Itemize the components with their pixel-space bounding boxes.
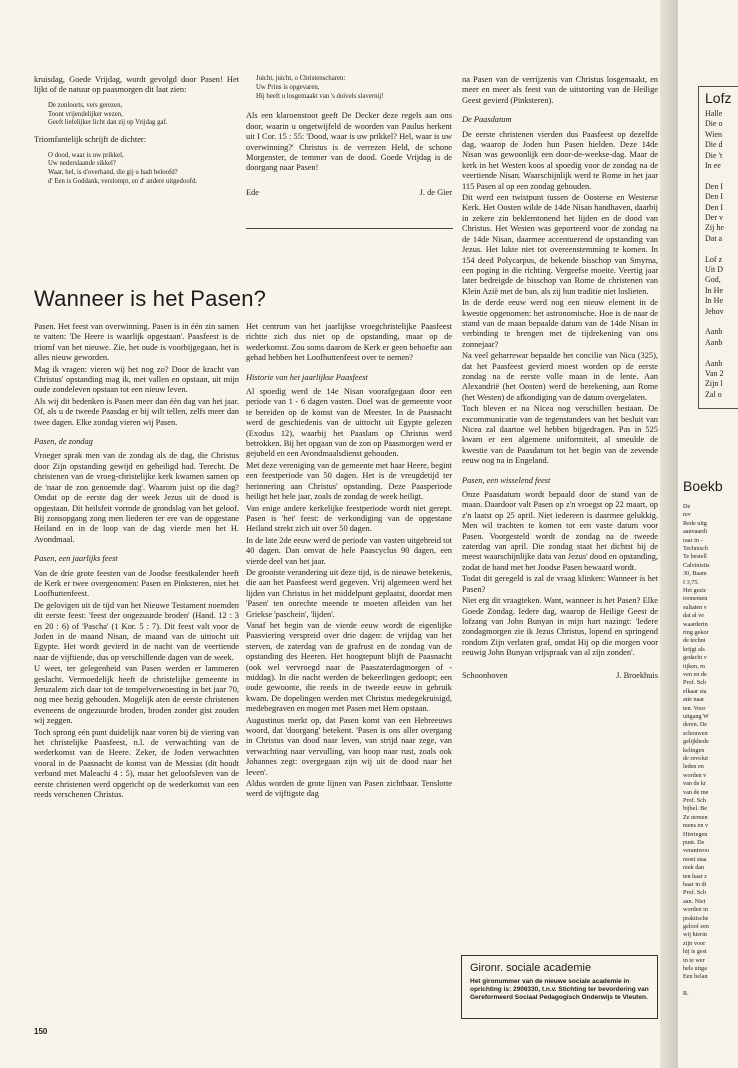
article-paragraph: Aldus worden de grote lijnen van Pasen zichtbaar. Tenslotte werd de vijftigste dag	[246, 779, 452, 799]
right-page-line: hij is gest	[683, 948, 707, 956]
right-page-review-heading: Boekb	[683, 478, 723, 494]
right-page-line: moet staa	[683, 855, 707, 863]
notice-box-title: Gironr. sociale academie	[470, 962, 592, 974]
right-page-line: van de me	[683, 788, 709, 796]
right-page-line: Der v	[705, 213, 723, 222]
article-paragraph: Mag ik vragen: vieren wij het nog zo? Door de kracht van Christus' opstanding mag ik, met vallen en opstaan, uit mijn oude zondeleven opstaan tot een nieuw leven.	[34, 364, 239, 395]
signature-top-col2	[246, 188, 452, 198]
right-page-line: mens en v	[683, 822, 709, 830]
right-page-line: Uit D	[705, 265, 723, 274]
right-page-line: krijgt als	[683, 645, 705, 653]
right-page-line: atie naar	[683, 696, 705, 704]
article-paragraph: Pasen. Het feest van overwinning. Pasen is in één zin samen te vatten: 'De Heere is waarlijk opgestaan'. Paasfeest is de triomf van het nieuwe. Zie, het oude is voorbijgegaan, het is alles nieuw geworden.	[34, 322, 239, 363]
article-paragraph: Het centrum van het jaarlijkse vroegchristelijke Paasfeest richtte zich dus niet op de opstanding, maar op de wederkomst. Zou soms daarom de Kerk er geen behoefte aan gehad hebben het Loofhuttenfeest over te nemen?	[246, 322, 452, 363]
article-paragraph: Vroeger sprak men van de zondag als de dag, die Christus door Zijn opstanding gewijd en geheiligd had. Terecht. De christenen van de vroeg-christelijke kerk kwamen samen op de 'naar de zon genoemde dag'. Waarom juist op die dag? Omdat op de eerste dag der week Jezus uit de dood is opgestaan. Dit heilsfeit vormde de grondslag van het geloof. Bij zonsopgang zong men liederen ter ere van de opgestane Heiland en in de loop van de dag vierde men het H. Avondmaal.	[34, 451, 239, 544]
col3-paragraph: Onze Paasdatum wordt bepaald door de stand van de maan. Daardoor valt Pasen op z'n vroegst op 22 maart, op z'n laatst op 25 april. Niet iedereen is daarmee gelukkig. Men wil trachten te komen tot een vaste datum voor Pasen. Voorgesteld wordt de zondag na de tweede zaterdag van april. Die zondag staat het dichtst bij de meest waarschijnlijke data van Jezus' dood en opstanding, zodat de band met het Joodse Pasen bewaard wordt.	[462, 490, 658, 572]
right-page-line: Wien	[705, 129, 723, 139]
col3-paragraph: Na veel geharrewar bepaalde het concilie van Nica (325), dat het Paasfeest gevierd moest worden op de eerste zondag na de eerste volle maan in de lente. Aan Alexandrië (het Oosten) werd de berekening, aan Rome (het Westen) de afkondiging van de datum overgelaten.	[462, 351, 658, 402]
right-page-line: deren. De	[683, 721, 708, 729]
right-page-line: In He	[705, 285, 723, 295]
right-page-line: de techni	[683, 637, 706, 645]
right-page-line: Lof z	[705, 254, 723, 264]
right-page-line: Dat a	[705, 233, 723, 243]
top-col1-text: Triomfantelijk schrijft de dichter:	[34, 135, 147, 145]
right-page-line: tijken, m	[683, 662, 705, 670]
page-gutter	[660, 0, 678, 1068]
right-page-line: Het gezic	[683, 587, 707, 594]
poem-2-line: Waar, hel, is d'overhand, die gij u hadt beloofd?	[48, 169, 178, 177]
article-paragraph: Van de drie grote feesten van de Joodse feestkalender heeft de Kerk er twee overgenomen: Pasen en Pinksteren, niet het Loofhuttenfeest.	[34, 568, 239, 599]
col3-paragraph: na Pasen van de verrijzenis van Christus losgemaakt, en meer en meer als feest van de uitstorting van de Heilige Geest gevierd (Pinksteren).	[462, 75, 658, 105]
poem-2-line: Uw nederslaande sikkel?	[48, 160, 116, 168]
right-page-line: Den I	[705, 192, 723, 202]
right-page-line: verantwoo	[683, 847, 710, 855]
col3-paragraph: In de derde eeuw werd nog een nieuw element in de kwestie opgenomen: het astronomische. Hoe is de naar de stand van de maan bepaalde datum van de 14de Nisan in verbinding te brengen met de tijdrekening van ons zonnejaar?	[462, 298, 658, 349]
poem-1-line: Geeft liefelijker licht dan zij op Vrijdag gaf.	[48, 119, 168, 127]
right-page-line: Ze nemen	[683, 813, 708, 821]
right-page-line: de revolut	[683, 755, 708, 762]
right-page-line: punt. De	[683, 839, 705, 846]
right-page-line: Den I	[705, 181, 723, 191]
right-page-line: wij hierin	[683, 931, 707, 939]
article-paragraph: De gelovigen uit de tijd van het Nieuwe Testament noemden dit eerste feest: 'feest der ongezuurde broden' (Hand. 12 : 3 en 20 : 6) of 'Pascha' (1 Kor. 5 : 7). Dit feest valt voor de Joden in de maand Nisan, de maand van de uittocht uit Egypte. Het wordt gevierd in de nacht van de veertiende naar de vijftiende, dus op verschillende dagen van de week.	[34, 600, 239, 662]
poem-3	[256, 75, 452, 101]
right-page-line: praktische	[683, 914, 709, 922]
right-page-line: ten haar z	[683, 872, 708, 880]
poem-3-line: Uw Prins is opgevaren,	[256, 83, 320, 91]
right-page-line: Halle	[705, 109, 723, 118]
right-page-line: Aanb	[705, 358, 723, 368]
right-page-line: raar in -	[683, 536, 703, 544]
right-page-line: elkaar sta	[683, 687, 707, 695]
article-paragraph: Als wij dit bedenken is Pasen meer dan één dag van het jaar. Of, als u de tweede Paasdag er bij wilt tellen, zelfs meer dan twee dagen. Elke zondag vieren wij Pasen.	[34, 396, 239, 427]
top-column-1	[34, 75, 239, 194]
right-page-line: leden en	[683, 763, 704, 771]
poem-2-line: O dood, waar is uw prikkel,	[48, 151, 124, 159]
right-page-line: gelijkhede	[683, 738, 709, 746]
right-page-line: De	[683, 503, 691, 510]
signature-author: J. de Gier	[419, 187, 452, 197]
col3-paragraph: Dit werd een twistpunt tussen de Oosterse en Westerse Kerk. Het Oosten wilde de 14de Nisan handhaven, daarbij in zekere zin beklemtonend het lijden en de dood van Christus. Het Westen was geporteerd voor de zondag na de 14de Nisan, daarmee accentuerend de opstanding van Jezus. Het lukte niet tot overeenstemming te komen. In 154 deed Polycarpus, de bekende bisschop van Smyrna, een poging in die richting. Vergeefse moeite. Veertig jaar later bedreigde de bisschop van Rome de christenen van Klein Azië met de ban, als zij hun traditie niet loslieten.	[462, 193, 658, 296]
article-paragraph: Augustinus merkt op, dat Pasen komt van een Hebreeuws woord, dat 'doorgang' betekent. 'Pasen is ons aller overgang in Christus van dood naar leven, van strijd naar zege, van verwachting naar vervulling, van hoop naar rust, zoals ook Johannes zegt: overgegaan zijn wij uit de dood naar het leven'.	[246, 715, 452, 777]
right-page-line: Aanb	[705, 327, 723, 337]
right-page-line: rev	[683, 511, 691, 519]
article-column-1	[34, 322, 239, 801]
right-page-line: van de kr	[683, 780, 707, 788]
col3-paragraph: Toch bleven er na Nicea nog verschillen bestaan. De excommunicatie van de tegenstanders van het besluit van Nicea zal daartoe wel hebben bijgedragen. Pas in 525 kwam er een algemene uniformiteit, al smeulde de kwestie van de Paasdatum tot het begin van de zevende eeuw nog na in Engeland.	[462, 404, 658, 466]
right-page-line: in te wer	[683, 956, 705, 964]
right-page-line: Zal o	[705, 389, 722, 399]
article-column-2	[246, 322, 452, 801]
col3-paragraph: Niet erg dit vraagteken. Want, wanneer is het Pasen? Elke Goede Zondag. Iedere dag, waarop de Heilige Geest de lofzang van John Bunyan in mijn hart nazingt: 'Iedere zondagmorgen zie ik Jezus Christus, lopend en springend rondom Zijn verlaten graf, omdat Hij op die morgen voor eeuwig John Bunyan vrijspraak van al zijn zonden'.	[462, 596, 658, 658]
article-paragraph: Van enige andere kerkelijke feestperiode wordt niet gerept. Pasen is 'het' feest: de verkondiging van de opgestane Heiland strekt zich uit over 50 dagen.	[246, 503, 452, 534]
right-page-line: ring gekor	[683, 629, 709, 636]
right-page-line: Die o	[705, 119, 723, 129]
right-page-line: Te bestell	[683, 553, 707, 561]
signature-author: J. Broekhuis	[616, 670, 658, 680]
right-page-line: God,	[705, 275, 721, 285]
notice-box	[461, 955, 658, 1019]
article-paragraph: U weet, ter gelegenheid van Pasen werden er lammeren geslacht. Vermoedelijk heeft de christelijke gemeente in Jeruzalem zich daar tot de tempelverwoesting in het jaar 70, nog mee bezig gehouden. Mogelijk aten de eerste christenen eveneens de ongezuurde broden, broden zonder gist zouden wij zeggen.	[34, 664, 239, 726]
right-page-line: Jehov	[705, 306, 724, 316]
right-page-line: toonemen	[683, 595, 708, 603]
signature-place: Schoonhoven	[462, 670, 508, 680]
poem-1	[48, 102, 239, 128]
right-page-line: Hiertegen	[683, 830, 708, 838]
article-paragraph: Toch sprong eén punt duidelijk naar voren bij de viering van het christelijke Paasfeest, n.l. de verwachting van de wederkomst van de Heere. Zeker, de Joden verwachtten vooral in de Paasnacht de komst van de Messias (dit houdt verband met Maleachi 4 : 5), maar het geloofsleven van de eerste christenen werd opgericht op de wederkomst van een reeds verschenen Christus.	[34, 727, 239, 800]
right-page-line: aanvaardi	[683, 528, 708, 536]
separator-rule	[246, 228, 453, 229]
poem-2	[48, 152, 239, 187]
right-page-line: Die 't	[705, 150, 723, 160]
right-page-line: hels uitga	[683, 965, 707, 972]
article-paragraph: In de late 2de eeuw werd de periode van vasten uitgebreid tot 40 dagen. Dan omvat de hele Paascyclus 90 dagen, een vierde deel van het jaar.	[246, 535, 452, 566]
section-heading: De Paasdatum	[462, 115, 512, 125]
poem-1-line: Toont vrijendelijker wezen,	[48, 110, 123, 118]
right-page-line: haar in di	[683, 881, 707, 888]
right-page-line: dat al ve	[683, 612, 704, 620]
right-page-line: Aanb	[705, 337, 723, 347]
right-page-line: Prof. Sch	[683, 797, 707, 804]
right-page-line: ven en de	[683, 671, 707, 678]
section-heading: Pasen, een jaarlijks feest	[34, 554, 118, 564]
section-heading: Pasen, een wisselend feest	[462, 475, 551, 485]
article-title: Wanneer is het Pasen?	[34, 286, 267, 311]
right-page-line: uitgang W	[683, 713, 709, 720]
right-page-line: In ee	[705, 161, 721, 170]
section-heading: Pasen, de zondag	[34, 437, 93, 447]
poem-2-line: d' Een is Goddank, verslompt, en d' andere uitgedoofd.	[48, 178, 198, 185]
right-page-line: Technisch	[683, 545, 708, 552]
right-page-line: gedacht v	[683, 654, 707, 662]
right-page-line: sultaten v	[683, 603, 707, 611]
right-page-line: Rede uitg	[683, 519, 707, 527]
right-page-line: waarderin	[683, 620, 708, 628]
poem-3-line: Hij heeft u losgemaakt van 's duivels slavernij!	[256, 92, 384, 100]
right-page-line: f 3,75.	[683, 578, 699, 586]
right-page-line: bijbel. Be	[683, 805, 708, 813]
right-page-line: R.	[683, 990, 689, 998]
right-page-line: kelingen	[683, 746, 705, 754]
top-column-2	[246, 75, 452, 198]
right-page-line: 30, Baam	[683, 570, 707, 578]
poem-3-line: Juicht, juicht, o Christenscharen:	[256, 75, 346, 82]
column-3	[462, 75, 658, 681]
right-page-line: worden v	[683, 771, 707, 779]
right-page-heading: Lofz	[705, 90, 732, 106]
right-page-line: Prof. Sch	[683, 889, 707, 897]
signature-col3	[462, 671, 658, 681]
page-number: 150	[34, 1027, 48, 1036]
right-page-line: aan. Niet	[683, 897, 706, 905]
col3-paragraph: De eerste christenen vierden dus Paasfeest op dezelfde dag, waarop de Joden hun Pasen hielden. Deze 14de Nisan was gewoonlijk een door-de-weekse-dag. Maar de kerk in het Westen koos al spoedig voor de zondag na de veertiende Nisan. Waarschijnlijk werd te Rome in het jaar 115 Pasen al op een zondag gehouden.	[462, 129, 658, 191]
right-page-line: worden in	[683, 906, 708, 914]
right-page-line: Zij he	[705, 223, 724, 233]
signature-place: Ede	[246, 187, 260, 197]
right-page-line: Die d	[705, 140, 723, 150]
section-heading: Historie van het jaarlijkse Paasfeest	[246, 372, 368, 382]
right-page-line: zijn voor	[683, 939, 706, 947]
right-page-line: Zijn l	[705, 379, 723, 389]
top-col1-intro: kruisdag, Goede Vrijdag, wordt gevolgd door Pasen! Het lijkt of de natuur op paasmorgen dit laat zien:	[34, 75, 239, 95]
right-page-line: Van 2	[705, 369, 724, 378]
col3-paragraph: Todat dit geregeld is zal de vraag klinken: Wanneer is het Pasen?	[462, 574, 658, 594]
notice-box-text: Het gironummer van de nieuwe sociale academie in oprichting is: 2906330, t.n.v. Stichting ter bevordering van Gereformeerd Sociaal Pedagogisch Onderwijs te Vleuten.	[470, 978, 649, 1001]
right-page-line: ten. Voor	[683, 704, 706, 712]
article-paragraph: Met deze vereniging van de gemeente met haar Heere, begint een feestperiode van 50 dagen. Het is de vreugdetijd ter herinnering aan Christus' opstanding. Deze Paasperiode heiligt het hele jaar, zoals de zondag de week heiligt.	[246, 460, 452, 502]
right-page-line: Calvinistis	[683, 561, 710, 569]
right-page-line: niek dan	[683, 864, 705, 872]
right-page-line: Een belan	[683, 973, 708, 981]
article-paragraph: De grootste verandering uit deze tijd, is de nieuwe betekenis, die aan het Paasfeest werd gegeven. Vrij algemeen werd het lijden van Christus in het middelpunt geplaatst, doordat men 'Pasen' ten onrechte meende te moeten afleiden van het Griekse 'paschein', 'lijden'.	[246, 567, 452, 619]
top-col2-text: Als een klaroenstoot geeft De Decker deze regels aan ons door, waarin u ongetwijfeld de woorden van Paulus herkent uit I Cor. 15 : 55: 'Dood, waar is uw prikkel? Hel, waar is uw overwinning?' Christus is de verrezen Held, de schone Morgenster, de temmer van de dood. Goede Vrijdag is de doorgang naar Pasen!	[246, 111, 452, 173]
right-page-line: Den I	[705, 202, 723, 212]
right-page-line: schouwen	[683, 729, 708, 737]
right-page-line: Prof. Sch	[683, 679, 707, 687]
right-page-line: In He	[705, 296, 723, 306]
right-page-line: geloof een	[683, 923, 709, 930]
poem-1-line: De zonloorts, vers gerezen,	[48, 101, 123, 109]
article-paragraph: Al spoedig werd de 14e Nisan voorafgegaan door een periode van 1 - 6 dagen vasten. Doel was de gemeente voor te bereiden op de komst van de Meester. In de Paasnacht werd de geschiedenis van de uittocht uit Egypte gelezen (Exodus 12), waarbij het Paaslam op Christus werd betrokken. Bij het opgaan van de zon op Paasmorgen werd er gejubeld en een Avondmaalsdienst gehouden.	[246, 387, 452, 459]
article-paragraph: Vanaf het begin van de vierde eeuw wordt de eigenlijke Paasviering verspreid over drie dagen: de vrijdag van het sterven, de zaterdag van de grafrust en de zondag van de opstanding des Heeren. Het hoogtepunt blijft de Paasnacht (ook wel vervroegd naar de Paaszaterdagmorgen of -middag). In die nacht werden de bekeerlingen gedoopt; een oude gewoonte, die reeds in de tweede eeuw in gebruik kwam. De dopelingen werden met Christus medegekruisigd, medebegraven en mogen met Pasen met Hem opstaan.	[246, 620, 452, 714]
